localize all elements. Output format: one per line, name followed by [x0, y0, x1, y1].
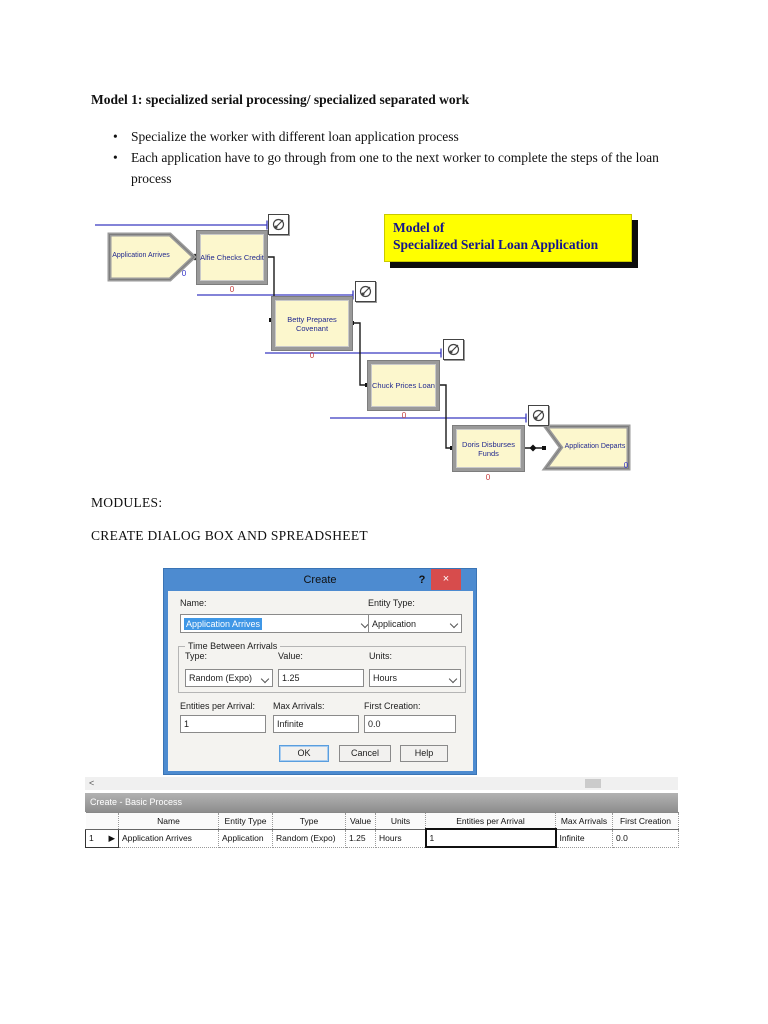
first-creation-value: 0.0 — [368, 719, 381, 729]
row-selector-header — [86, 813, 119, 830]
create-spreadsheet — [85, 777, 678, 849]
column-header-max-arrivals: Max Arrivals — [556, 813, 613, 830]
column-header-entity-type: Entity Type — [219, 813, 273, 830]
gauge-icon — [358, 284, 373, 299]
max-arrivals-label: Max Arrivals: — [273, 701, 325, 711]
help-icon[interactable]: ? — [418, 574, 426, 586]
bullet-item — [113, 147, 673, 189]
process-module-chuck[interactable]: Chuck Prices Loan — [368, 361, 439, 410]
process-module-doris[interactable]: Doris Disburses Funds — [453, 426, 524, 471]
modules-label: MODULES: — [91, 495, 163, 510]
close-button[interactable] — [431, 569, 461, 590]
entity-type-label: Entity Type: — [368, 598, 415, 608]
cell-entities-per-arrival[interactable]: 1 — [426, 829, 556, 847]
group-legend: Time Between Arrivals — [185, 641, 280, 651]
animation-indicator[interactable] — [355, 281, 376, 302]
header-row — [86, 813, 679, 830]
counter-chuck: 0 — [401, 411, 407, 420]
create-module-label[interactable]: Application Arrives — [112, 252, 170, 260]
scroll-left-icon[interactable]: < — [89, 778, 95, 788]
horizontal-scrollbar[interactable] — [85, 777, 678, 790]
cell-entity-type[interactable]: Application — [219, 829, 273, 847]
animation-indicator[interactable] — [268, 214, 289, 235]
column-header-first-creation: First Creation — [613, 813, 679, 830]
first-creation-label: First Creation: — [364, 701, 421, 711]
banner-line2: Specialized Serial Loan Application — [393, 237, 599, 252]
first-creation-input[interactable] — [364, 715, 456, 733]
entities-per-arrival-value: 1 — [184, 719, 190, 729]
chevron-down-icon[interactable] — [449, 675, 457, 683]
cell-units[interactable]: Hours — [376, 829, 426, 847]
dispose-module-label[interactable]: Application Departs — [564, 443, 626, 451]
cell-name[interactable]: Application Arrives — [119, 829, 219, 847]
arena-model-diagram — [85, 205, 650, 500]
column-header-units: Units — [376, 813, 426, 830]
process-module-alfie[interactable]: Alfie Checks Credit — [197, 231, 267, 284]
entity-type-combobox[interactable] — [368, 614, 462, 633]
close-icon: × — [442, 573, 450, 585]
counter-alfie: 0 — [229, 285, 235, 294]
page-title: Model 1: specialized serial processing/ specialized separated work — [91, 92, 470, 107]
type-label: Type: — [185, 651, 208, 661]
create-dialog — [163, 568, 477, 775]
bullet-text: Each application have to go through from one to the next worker to complete the steps of the loan process — [131, 150, 659, 186]
table-row — [86, 829, 679, 847]
help-button[interactable]: Help — [400, 745, 448, 762]
counter-doris: 0 — [485, 473, 491, 482]
animation-indicator[interactable] — [443, 339, 464, 360]
value-value: 1.25 — [282, 673, 300, 683]
max-arrivals-input[interactable] — [273, 715, 359, 733]
ok-button[interactable]: OK — [279, 745, 329, 762]
counter-betty: 0 — [309, 351, 315, 360]
name-label: Name: — [180, 598, 207, 608]
bullet-glyph: • — [113, 150, 118, 165]
column-header-entities-per-arrival: Entities per Arrival — [426, 813, 556, 830]
spreadsheet-table — [85, 812, 679, 848]
bullet-text: Specialize the worker with different loan application process — [131, 129, 459, 144]
banner-line1: Model of — [393, 220, 445, 235]
process-module-betty[interactable]: Betty Prepares Covenant — [272, 297, 352, 350]
value-label: Value: — [278, 651, 303, 661]
gauge-icon — [531, 408, 546, 423]
cell-value[interactable]: 1.25 — [346, 829, 376, 847]
chevron-down-icon[interactable] — [261, 675, 269, 683]
counter-create: 0 — [181, 269, 187, 278]
entities-per-arrival-label: Entities per Arrival: — [180, 701, 256, 711]
animation-indicator[interactable] — [528, 405, 549, 426]
cell-type[interactable]: Random (Expo) — [273, 829, 346, 847]
cancel-button[interactable]: Cancel — [339, 745, 391, 762]
units-combobox[interactable] — [369, 669, 461, 687]
column-header-type: Type — [273, 813, 346, 830]
column-header-name: Name — [119, 813, 219, 830]
chevron-down-icon[interactable] — [450, 620, 458, 628]
cell-max-arrivals[interactable]: Infinite — [556, 829, 613, 847]
column-header-value: Value — [346, 813, 376, 830]
entity-type-value: Application — [372, 618, 417, 629]
entities-per-arrival-input[interactable] — [180, 715, 266, 733]
dialog-body — [168, 591, 473, 771]
create-section-label: CREATE DIALOG BOX AND SPREADSHEET — [91, 528, 368, 543]
bullet-glyph: • — [113, 129, 118, 144]
type-value: Random (Expo) — [189, 673, 253, 683]
row-index: 1 — [89, 833, 94, 843]
spreadsheet-title-bar: Create - Basic Process — [85, 793, 678, 812]
model-title-banner — [384, 214, 632, 262]
value-input[interactable] — [278, 669, 364, 687]
units-value: Hours — [373, 673, 398, 683]
max-arrivals-value: Infinite — [277, 719, 304, 729]
scrollbar-thumb[interactable] — [585, 779, 601, 788]
units-label: Units: — [369, 651, 393, 661]
name-value: Application Arrives — [186, 618, 261, 629]
counter-dispose: 0 — [623, 461, 629, 470]
time-between-arrivals-group — [178, 641, 466, 693]
gauge-icon — [271, 217, 286, 232]
type-combobox[interactable] — [185, 669, 273, 687]
dialog-title: Create — [303, 574, 337, 586]
row-selector[interactable] — [86, 829, 119, 847]
cell-first-creation[interactable]: 0.0 — [613, 829, 679, 847]
bullet-item — [113, 126, 673, 147]
name-combobox[interactable] — [180, 614, 373, 633]
row-marker-icon: ▶ — [108, 832, 115, 843]
gauge-icon — [446, 342, 461, 357]
